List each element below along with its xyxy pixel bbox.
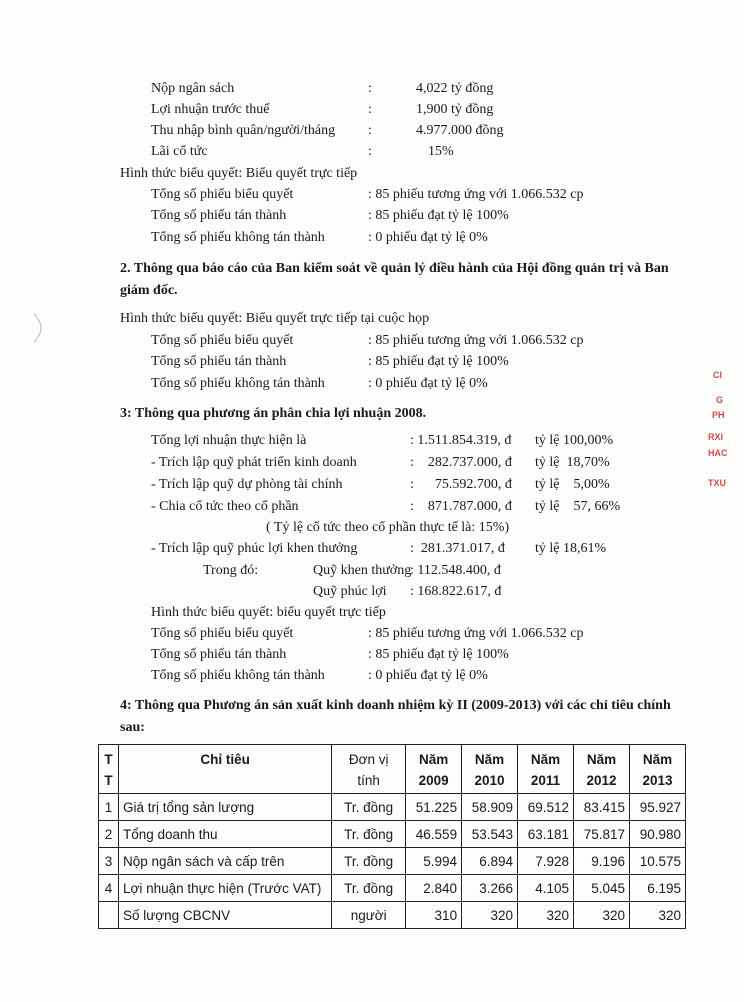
profit-label: - Trích lập quỹ dự phòng tài chính: [151, 477, 343, 492]
row-value: 310: [406, 902, 462, 929]
header-year: Năm 2012: [574, 745, 630, 794]
header-year: Năm 2011: [518, 745, 574, 794]
intro-label: Lãi cổ tức: [151, 144, 208, 159]
vote-value: : 85 phiếu tương ứng với 1.066.532 cp: [368, 333, 584, 348]
row-indicator: Số lượng CBCNV: [118, 902, 331, 929]
row-value: 51.225: [406, 794, 462, 821]
row-number: 1: [99, 794, 119, 821]
row-unit: Tr. đồng: [332, 821, 406, 848]
vote-method: Hình thức biểu quyết: Biểu quyết trực tiếp: [120, 166, 358, 181]
intro-label: Nộp ngân sách: [151, 81, 235, 96]
table-row: [99, 821, 686, 848]
row-value: 320: [462, 902, 518, 929]
intro-sep: :: [368, 102, 372, 117]
profit-label: - Chia cổ tức theo cổ phần: [151, 499, 299, 514]
vote-label: Tổng số phiếu tán thành: [151, 208, 287, 223]
table-row: [99, 848, 686, 875]
profit-ratio: tỷ lệ 5,00%: [535, 477, 610, 492]
profit-amount: : 871.787.000, đ: [410, 499, 512, 514]
stamp-mark: CI: [713, 370, 722, 380]
intro-value: 4,022 tỷ đồng: [416, 81, 494, 96]
stamp-mark: PH: [712, 410, 725, 420]
header-year: Năm 2013: [629, 745, 685, 794]
row-value: 2.840: [406, 875, 462, 902]
fund-label: Quỹ khen thưởng: [313, 563, 412, 578]
vote-label: Tổng số phiếu biểu quyết: [151, 187, 294, 202]
business-plan-table: [98, 744, 686, 929]
vote-label: Tổng số phiếu tán thành: [151, 647, 287, 662]
row-value: 3.266: [462, 875, 518, 902]
row-indicator: Lợi nhuận thực hiện (Trước VAT): [118, 875, 331, 902]
row-number: 4: [99, 875, 119, 902]
vote-value: : 85 phiếu đạt tỷ lệ 100%: [368, 208, 509, 223]
vote-value: : 85 phiếu tương ứng với 1.066.532 cp: [368, 187, 584, 202]
table-header-row: [99, 745, 686, 794]
row-value: 10.575: [629, 848, 685, 875]
stamp-mark: RXI: [708, 432, 724, 442]
row-value: 58.909: [462, 794, 518, 821]
fund-amount: : 168.822.617, đ: [410, 584, 502, 599]
fund-amount: : 112.548.400, đ: [410, 563, 501, 578]
row-value: 53.543: [462, 821, 518, 848]
vote-label: Tổng số phiếu tán thành: [151, 354, 287, 369]
row-unit: Tr. đồng: [332, 848, 406, 875]
stamp-mark: HAC: [708, 448, 728, 458]
row-value: 46.559: [406, 821, 462, 848]
row-unit: Tr. đồng: [332, 875, 406, 902]
row-value: 83.415: [574, 794, 630, 821]
intro-label: Lợi nhuận trước thuế: [151, 102, 270, 117]
in-which-label: Trong đó:: [203, 563, 259, 578]
row-value: 95.927: [629, 794, 685, 821]
stamp-mark: TXU: [708, 478, 726, 488]
row-indicator: Nộp ngân sách và cấp trên: [118, 848, 331, 875]
vote-value: : 85 phiếu đạt tỷ lệ 100%: [368, 354, 509, 369]
row-unit: Tr. đồng: [332, 794, 406, 821]
vote-label: Tổng số phiếu biểu quyết: [151, 626, 294, 641]
row-value: 4.105: [518, 875, 574, 902]
vote-label: Tổng số phiếu không tán thành: [151, 668, 325, 683]
row-value: 5.045: [574, 875, 630, 902]
header-tt: T T: [99, 745, 119, 794]
vote-label: Tổng số phiếu biểu quyết: [151, 333, 294, 348]
row-value: 6.195: [629, 875, 685, 902]
intro-value: 15%: [428, 144, 454, 159]
profit-ratio: tỷ lệ 57, 66%: [535, 499, 621, 514]
section-2-heading: 2. Thông qua báo cáo của Ban kiểm soát về quản lý điều hành của Hội đồng quản trị và Ban giám đốc.: [120, 261, 669, 298]
welfare-ratio: tỷ lệ 18,61%: [535, 541, 607, 556]
header-year: Năm 2010: [462, 745, 518, 794]
welfare-amount: : 281.371.017, đ: [410, 541, 505, 556]
vote-value: : 0 phiếu đạt tỷ lệ 0%: [368, 668, 488, 683]
row-value: 320: [518, 902, 574, 929]
row-value: 90.980: [629, 821, 685, 848]
intro-sep: :: [368, 81, 372, 96]
welfare-label: - Trích lập quỹ phúc lợi khen thưởng: [151, 541, 358, 556]
row-value: 69.512: [518, 794, 574, 821]
header-indicator: Chỉ tiêu: [118, 745, 331, 794]
profit-amount: : 282.737.000, đ: [410, 455, 512, 470]
row-value: 63.181: [518, 821, 574, 848]
intro-sep: :: [368, 123, 372, 138]
vote-value: : 0 phiếu đạt tỷ lệ 0%: [368, 230, 488, 245]
row-unit: người: [332, 902, 406, 929]
intro-sep: :: [368, 144, 372, 159]
section-4-heading: 4: Thông qua Phương án sản xuất kinh doanh nhiệm kỳ II (2009-2013) với các chỉ tiêu chính sau:: [120, 698, 671, 735]
row-number: 2: [99, 821, 119, 848]
row-indicator: Tổng doanh thu: [118, 821, 331, 848]
table-row: [99, 875, 686, 902]
header-year: Năm 2009: [406, 745, 462, 794]
row-number: 3: [99, 848, 119, 875]
binder-hole-mark: [30, 310, 54, 346]
profit-label: - Trích lập quỹ phát triển kinh doanh: [151, 455, 357, 470]
profit-ratio: tỷ lệ 18,70%: [535, 455, 610, 470]
table-row: [99, 902, 686, 929]
profit-amount: : 75.592.700, đ: [410, 477, 512, 492]
vote-label: Tổng số phiếu không tán thành: [151, 376, 325, 391]
stamp-mark: G: [716, 395, 724, 405]
profit-amount: : 1.511.854.319, đ: [410, 433, 512, 448]
row-value: 9.196: [574, 848, 630, 875]
intro-value: 4.977.000 đồng: [416, 123, 504, 138]
row-value: 6.894: [462, 848, 518, 875]
row-value: 320: [574, 902, 630, 929]
row-value: 320: [629, 902, 685, 929]
vote-method: Hình thức biểu quyết: biểu quyết trực tiếp: [151, 605, 386, 620]
header-unit: Đơn vị tính: [332, 745, 406, 794]
vote-value: : 85 phiếu đạt tỷ lệ 100%: [368, 647, 509, 662]
profit-ratio: tỷ lệ 100,00%: [535, 433, 614, 448]
fund-label: Quỹ phúc lợi: [313, 584, 387, 599]
vote-value: : 85 phiếu tương ứng với 1.066.532 cp: [368, 626, 584, 641]
table-row: [99, 794, 686, 821]
row-value: 7.928: [518, 848, 574, 875]
profit-label: Tổng lợi nhuận thực hiện là: [151, 433, 307, 448]
vote-value: : 0 phiếu đạt tỷ lệ 0%: [368, 376, 488, 391]
row-number: [99, 902, 119, 929]
vote-method: Hình thức biểu quyết: Biểu quyết trực tiếp tại cuộc họp: [120, 311, 430, 326]
section-3-heading: 3: Thông qua phương án phân chia lợi nhuận 2008.: [120, 406, 427, 421]
intro-value: 1,900 tỷ đồng: [416, 102, 494, 117]
row-value: 75.817: [574, 821, 630, 848]
row-value: 5.994: [406, 848, 462, 875]
vote-label: Tổng số phiếu không tán thành: [151, 230, 325, 245]
dividend-note: ( Tỷ lệ cổ tức theo cổ phần thực tế là: 15%): [266, 520, 510, 535]
row-indicator: Giá trị tổng sản lượng: [118, 794, 331, 821]
intro-label: Thu nhập bình quân/người/tháng: [151, 123, 336, 138]
